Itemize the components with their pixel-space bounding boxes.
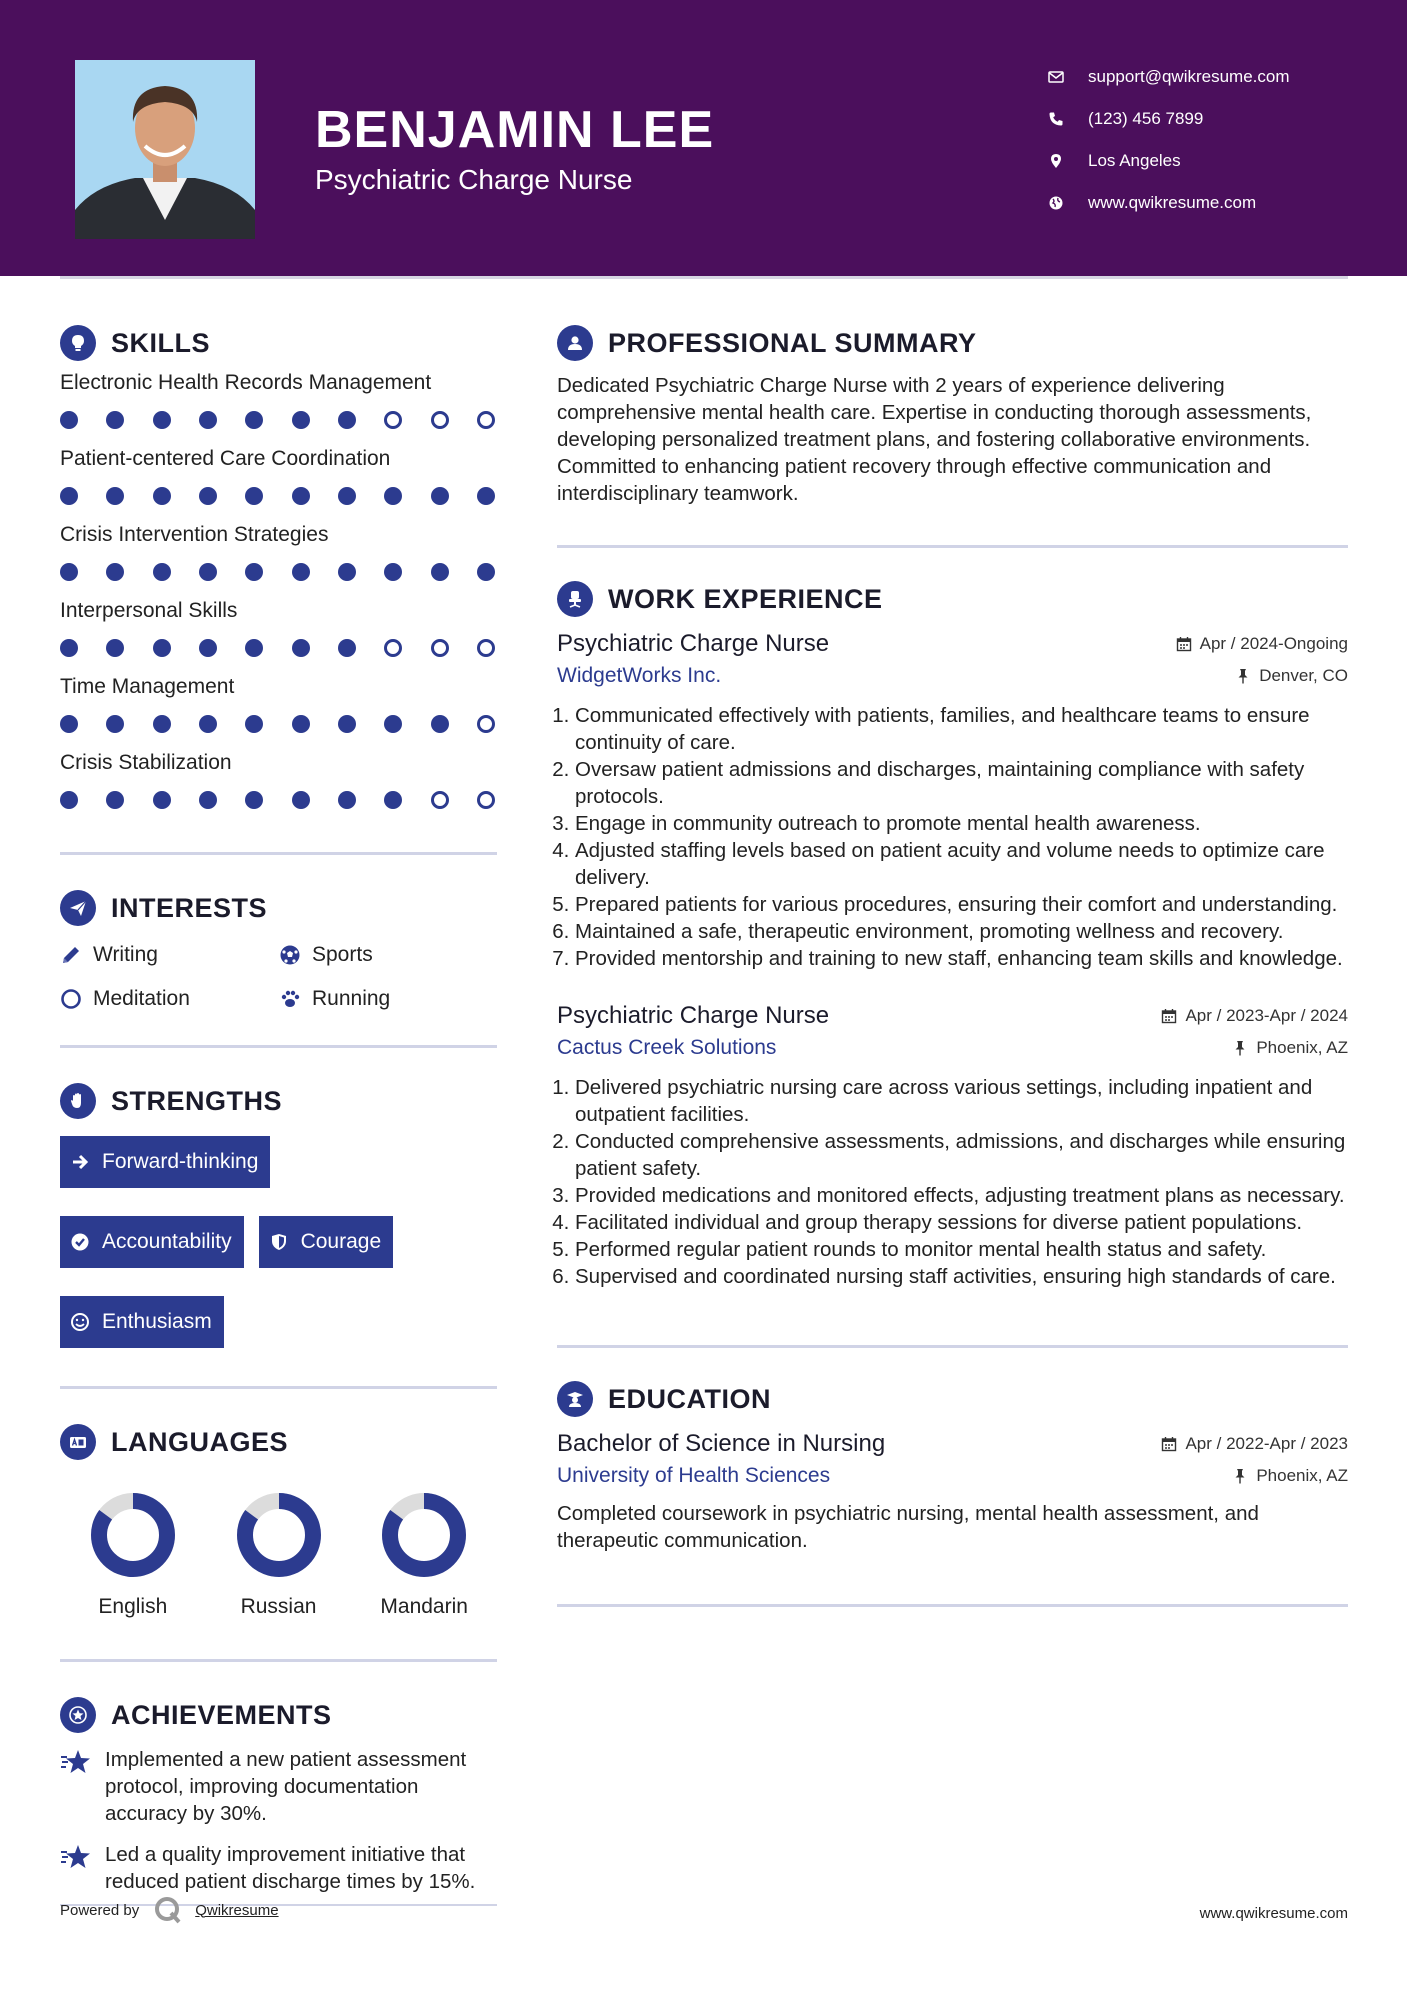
job-location xyxy=(1235,666,1348,686)
job-dates-text: Apr / 2024-Ongoing xyxy=(1199,634,1348,653)
rating-dot-filled xyxy=(384,487,402,505)
languages-divider xyxy=(60,1659,497,1662)
rating-dot-filled xyxy=(153,639,171,657)
job-top-row xyxy=(557,1002,1348,1030)
experience-divider xyxy=(557,1345,1348,1348)
skill-name: Time Management xyxy=(60,675,235,698)
job-bullets xyxy=(557,1074,1348,1290)
skills-list xyxy=(60,368,497,822)
envelope-icon xyxy=(1048,69,1088,85)
experience-heading xyxy=(557,576,1348,622)
rating-dot-filled xyxy=(106,563,124,581)
rating-dot-filled xyxy=(338,791,356,809)
rating-dot-filled xyxy=(245,563,263,581)
job-bullet: 6. Supervised and coordinated nursing staff activities, ensuring high standards of care. xyxy=(575,1263,1348,1290)
rating-dot-filled xyxy=(338,487,356,505)
rating-dot-filled xyxy=(199,563,217,581)
strength-tag xyxy=(60,1216,244,1268)
contact-email-text: support@qwikresume.com xyxy=(1088,67,1290,86)
skills-heading xyxy=(60,320,497,366)
rating-dot-filled xyxy=(292,563,310,581)
interests-divider xyxy=(60,1045,497,1048)
rating-dot-filled xyxy=(199,487,217,505)
education-top-row xyxy=(557,1430,1348,1458)
star-badge-icon xyxy=(60,1697,96,1733)
language-item xyxy=(60,1491,206,1619)
skill-rating xyxy=(60,778,497,822)
lightbulb-icon xyxy=(60,325,96,361)
pushpin-icon xyxy=(1232,1040,1248,1056)
rating-dot-filled xyxy=(292,715,310,733)
degree-name: Bachelor of Science in Nursing xyxy=(557,1430,886,1457)
strength-tag xyxy=(60,1136,270,1188)
star-icon xyxy=(60,1748,92,1776)
hand-icon xyxy=(60,1083,96,1119)
rating-dot-filled xyxy=(245,639,263,657)
education-location xyxy=(1232,1466,1348,1486)
rating-dot-empty xyxy=(384,411,402,429)
qwikresume-logo-icon xyxy=(153,1895,183,1925)
education-divider xyxy=(557,1604,1348,1607)
job-location-text: Phoenix, AZ xyxy=(1256,1038,1348,1057)
experience-title: WORK EXPERIENCE xyxy=(608,583,883,614)
contact-website-text: www.qwikresume.com xyxy=(1088,193,1257,212)
languages-title: LANGUAGES xyxy=(111,1426,289,1457)
contact-email[interactable] xyxy=(1048,56,1290,98)
language-name: Mandarin xyxy=(380,1595,468,1618)
language-name: Russian xyxy=(240,1595,317,1618)
skill-name: Interpersonal Skills xyxy=(60,599,238,622)
calendar-icon xyxy=(1161,1008,1177,1024)
office-chair-icon xyxy=(557,581,593,617)
language-item xyxy=(206,1491,352,1619)
job-bullet: 3. Engage in community outreach to promote mental health awareness. xyxy=(575,810,1348,837)
summary-text: Dedicated Psychiatric Charge Nurse with 2 years of experience delivering comprehensive mental health care. Expertise in conducting thorough assessments, developing personalized treatment plans, and fostering collaborative environments. Committed to enhancing patient recovery through effective communication and interdisciplinary teamwork. xyxy=(557,374,1312,505)
interest-label: Meditation xyxy=(93,987,190,1010)
map-pin-icon xyxy=(1048,153,1088,169)
interests-title: INTERESTS xyxy=(111,892,268,923)
contact-location-text: Los Angeles xyxy=(1088,151,1181,170)
contact-website[interactable] xyxy=(1048,182,1290,224)
rating-dot-filled xyxy=(60,563,78,581)
summary-heading xyxy=(557,320,1348,366)
rating-dot-filled xyxy=(199,411,217,429)
job-bullet: 3. Provided medications and monitored effects, adjusting treatment plans as necessary. xyxy=(575,1182,1348,1209)
profile-photo xyxy=(75,60,255,239)
job-location xyxy=(1232,1038,1348,1058)
rating-dot-filled xyxy=(60,411,78,429)
interest-running xyxy=(279,983,489,1015)
strength-tag xyxy=(259,1216,394,1268)
education-description: Completed coursework in psychiatric nursing, mental health assessment, and therapeutic communication. xyxy=(557,1502,1259,1552)
job-location-text: Denver, CO xyxy=(1259,666,1348,685)
rating-dot-filled xyxy=(60,791,78,809)
rating-dot-empty xyxy=(431,639,449,657)
rating-dot-filled xyxy=(245,487,263,505)
skill-rating xyxy=(60,398,497,442)
rating-dot-filled xyxy=(384,563,402,581)
contact-phone-text: (123) 456 7899 xyxy=(1088,109,1204,128)
skill-rating xyxy=(60,550,497,594)
job-sub-row xyxy=(557,1036,1348,1060)
rating-dot-filled xyxy=(60,487,78,505)
rating-dot-filled xyxy=(338,715,356,733)
job-bullets xyxy=(557,702,1348,972)
strength-label: Enthusiasm xyxy=(102,1310,212,1333)
calendar-icon xyxy=(1176,636,1192,652)
education-location-text: Phoenix, AZ xyxy=(1256,1466,1348,1485)
rating-dot-filled xyxy=(199,639,217,657)
rating-dot-filled xyxy=(106,791,124,809)
job-bullet: 6. Maintained a safe, therapeutic environment, promoting wellness and recovery. xyxy=(575,918,1348,945)
interest-label: Sports xyxy=(312,943,373,966)
rating-dot-filled xyxy=(292,791,310,809)
star-icon xyxy=(60,1843,92,1871)
rating-dot-filled xyxy=(292,639,310,657)
rating-dot-filled xyxy=(106,715,124,733)
job-bullet: 2. Oversaw patient admissions and discharges, maintaining compliance with safety protocols. xyxy=(575,756,1348,810)
summary-title: PROFESSIONAL SUMMARY xyxy=(608,327,977,358)
strengths-divider xyxy=(60,1386,497,1389)
user-icon xyxy=(557,325,593,361)
shield-icon xyxy=(269,1232,289,1252)
rating-dot-filled xyxy=(245,411,263,429)
strength-label: Courage xyxy=(300,1230,382,1253)
interests-grid xyxy=(60,939,497,1015)
rating-dot-filled xyxy=(199,791,217,809)
job-bullet: 4. Facilitated individual and group therapy sessions for diverse patient populations. xyxy=(575,1209,1348,1236)
experience-list xyxy=(557,630,1348,1290)
rating-dot-filled xyxy=(431,563,449,581)
rating-dot-filled xyxy=(153,411,171,429)
rating-dot-filled xyxy=(60,639,78,657)
rating-dot-empty xyxy=(431,791,449,809)
language-proficiency-donut xyxy=(235,1491,323,1579)
education-title: EDUCATION xyxy=(608,1383,771,1414)
job-title: Psychiatric Charge Nurse xyxy=(557,1002,830,1029)
skills-divider xyxy=(60,852,497,855)
rating-dot-empty xyxy=(477,715,495,733)
job-bullet: 5. Performed regular patient rounds to monitor mental health status and safety. xyxy=(575,1236,1348,1263)
rating-dot-empty xyxy=(477,791,495,809)
phone-icon xyxy=(1048,111,1088,127)
languages-heading xyxy=(60,1419,497,1465)
footer-website[interactable]: www.qwikresume.com xyxy=(1199,1905,1348,1922)
calendar-icon xyxy=(1161,1436,1177,1452)
interest-sports xyxy=(279,939,489,971)
strengths-title: STRENGTHS xyxy=(111,1085,283,1116)
skill-name: Electronic Health Records Management xyxy=(60,371,432,394)
contact-location xyxy=(1048,140,1290,182)
company-name: WidgetWorks Inc. xyxy=(557,664,722,687)
education-heading xyxy=(557,1376,1348,1422)
achievement-text: Led a quality improvement initiative that reduced patient discharge times by 15%. xyxy=(105,1843,476,1893)
job-entry xyxy=(557,630,1348,972)
resume-header xyxy=(0,0,1407,276)
strength-label: Forward-thinking xyxy=(102,1150,259,1173)
skill-name: Crisis Intervention Strategies xyxy=(60,523,329,546)
education-sub-row xyxy=(557,1464,1348,1488)
rating-dot-filled xyxy=(106,411,124,429)
arrow-right-icon xyxy=(70,1152,90,1172)
achievements-title: ACHIEVEMENTS xyxy=(111,1699,332,1730)
paw-icon xyxy=(279,988,301,1010)
brand-link[interactable]: Qwikresume xyxy=(195,1901,279,1919)
left-column xyxy=(60,320,497,1895)
contact-list xyxy=(1048,56,1290,224)
rating-dot-empty xyxy=(477,639,495,657)
powered-by-text: Powered by xyxy=(60,1901,140,1919)
language-proficiency-donut xyxy=(89,1491,177,1579)
rating-dot-filled xyxy=(153,791,171,809)
skill-name: Crisis Stabilization xyxy=(60,751,232,774)
job-title: Psychiatric Charge Nurse xyxy=(557,630,830,657)
language-item xyxy=(351,1491,497,1619)
achievement-item xyxy=(60,1841,497,1895)
skill-rating xyxy=(60,702,497,746)
rating-dot-empty xyxy=(431,411,449,429)
rating-dot-filled xyxy=(338,411,356,429)
rating-dot-filled xyxy=(431,715,449,733)
achievement-item xyxy=(60,1746,497,1827)
job-sub-row xyxy=(557,664,1348,688)
right-column xyxy=(557,320,1348,1607)
rating-dot-filled xyxy=(153,487,171,505)
interest-meditation xyxy=(60,983,279,1015)
rating-dot-filled xyxy=(431,487,449,505)
check-circle-icon xyxy=(70,1232,90,1252)
language-proficiency-donut xyxy=(380,1491,468,1579)
achievements-heading xyxy=(60,1692,497,1738)
rating-dot-filled xyxy=(199,715,217,733)
interest-label: Writing xyxy=(93,943,158,966)
rating-dot-filled xyxy=(153,715,171,733)
skill-rating xyxy=(60,474,497,518)
graduate-icon xyxy=(557,1381,593,1417)
job-bullet: 2. Conducted comprehensive assessments, admissions, and discharges while ensuring patient safety. xyxy=(575,1128,1348,1182)
job-bullet: 1. Communicated effectively with patients, families, and healthcare teams to ensure continuity of care. xyxy=(575,702,1348,756)
strength-tag xyxy=(60,1296,224,1348)
job-top-row xyxy=(557,630,1348,658)
footer-powered-by xyxy=(60,1895,279,1925)
company-name: Cactus Creek Solutions xyxy=(557,1036,777,1059)
job-bullet: 4. Adjusted staffing levels based on patient acuity and volume needs to optimize care delivery. xyxy=(575,837,1348,891)
job-dates xyxy=(1161,1006,1348,1026)
strength-label: Accountability xyxy=(102,1230,232,1253)
profile-photo-image xyxy=(75,60,255,239)
rating-dot-filled xyxy=(60,715,78,733)
soccer-ball-icon xyxy=(279,944,301,966)
header-divider xyxy=(60,276,1348,279)
rating-dot-filled xyxy=(384,715,402,733)
pencil-icon xyxy=(60,944,82,966)
rating-dot-filled xyxy=(292,487,310,505)
job-entry xyxy=(557,1002,1348,1290)
candidate-title: Psychiatric Charge Nurse xyxy=(315,164,633,195)
rating-dot-filled xyxy=(292,411,310,429)
rating-dot-filled xyxy=(106,487,124,505)
strengths-heading xyxy=(60,1078,497,1124)
education-dates xyxy=(1161,1434,1348,1454)
skills-title: SKILLS xyxy=(111,327,211,358)
rating-dot-empty xyxy=(384,639,402,657)
rating-dot-filled xyxy=(153,563,171,581)
rating-dot-filled xyxy=(477,563,495,581)
pushpin-icon xyxy=(1232,1468,1248,1484)
language-name: English xyxy=(98,1595,168,1618)
skill-rating xyxy=(60,626,497,670)
rating-dot-filled xyxy=(384,791,402,809)
summary-divider xyxy=(557,545,1348,548)
pushpin-icon xyxy=(1235,668,1251,684)
contact-phone[interactable] xyxy=(1048,98,1290,140)
interest-writing xyxy=(60,939,279,971)
school-name: University of Health Sciences xyxy=(557,1464,831,1487)
job-dates-text: Apr / 2023-Apr / 2024 xyxy=(1185,1006,1348,1025)
rating-dot-filled xyxy=(245,715,263,733)
job-bullet: 7. Provided mentorship and training to new staff, enhancing team skills and knowledge. xyxy=(575,945,1348,972)
candidate-name: BENJAMIN LEE xyxy=(315,101,715,159)
interests-heading xyxy=(60,885,497,931)
rating-dot-filled xyxy=(245,791,263,809)
rating-dot-filled xyxy=(477,487,495,505)
interest-label: Running xyxy=(312,987,391,1010)
globe-icon xyxy=(1048,195,1088,211)
strengths-tags xyxy=(60,1136,497,1348)
job-bullet: 1. Delivered psychiatric nursing care across various settings, including inpatient and outpatient facilities. xyxy=(575,1074,1348,1128)
rating-dot-filled xyxy=(106,639,124,657)
job-bullet: 5. Prepared patients for various procedures, ensuring their comfort and understanding. xyxy=(575,891,1348,918)
paper-plane-icon xyxy=(60,890,96,926)
smile-icon xyxy=(70,1312,90,1332)
language-icon xyxy=(60,1424,96,1460)
skill-name: Patient-centered Care Coordination xyxy=(60,447,391,470)
rating-dot-filled xyxy=(338,639,356,657)
achievement-text: Implemented a new patient assessment protocol, improving documentation accuracy by 30%. xyxy=(105,1748,467,1825)
circle-icon xyxy=(60,988,82,1010)
rating-dot-empty xyxy=(477,411,495,429)
education-dates-text: Apr / 2022-Apr / 2023 xyxy=(1185,1434,1348,1453)
rating-dot-filled xyxy=(338,563,356,581)
languages-list xyxy=(60,1491,497,1619)
job-dates xyxy=(1176,634,1348,654)
